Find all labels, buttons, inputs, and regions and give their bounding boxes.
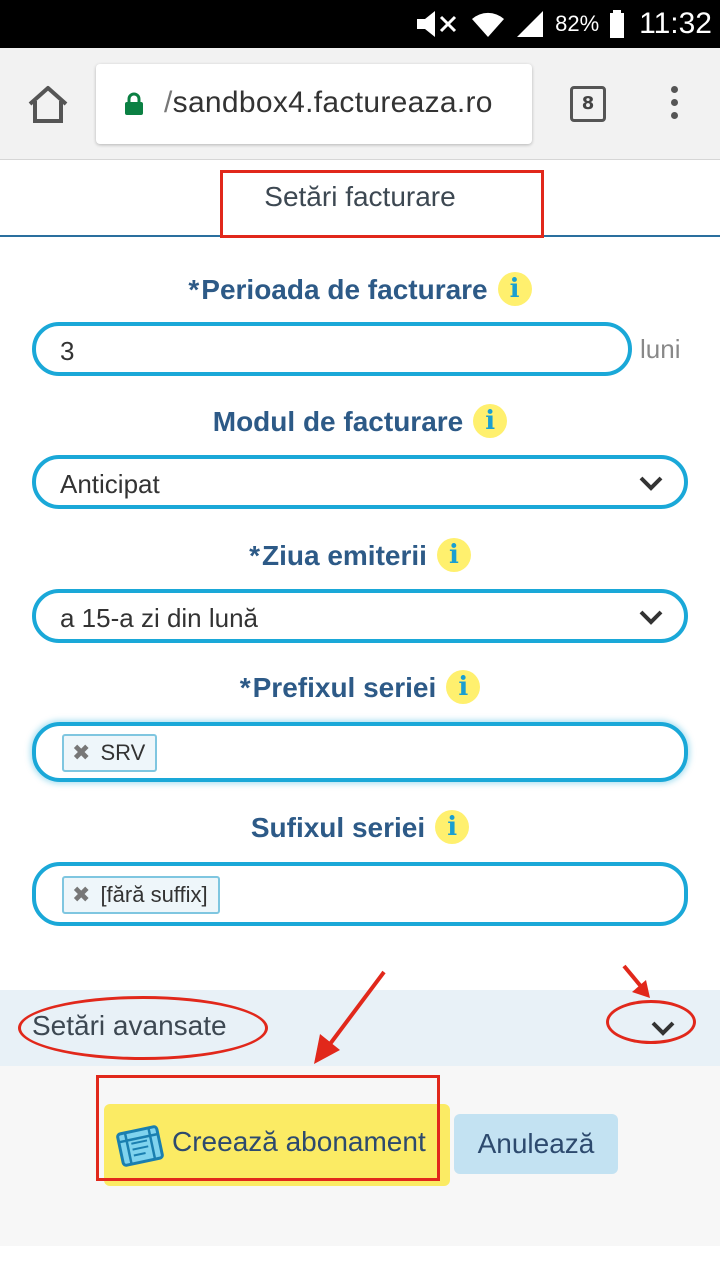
series-suffix-tag-input[interactable]	[32, 862, 688, 926]
status-bar	[0, 0, 720, 48]
billing-period-label	[0, 274, 720, 309]
series-prefix-label	[0, 672, 720, 707]
battery-percent: 82%	[555, 11, 600, 36]
chevron-down-icon	[638, 607, 664, 627]
required-asterisk: *	[249, 540, 260, 571]
advanced-highlight-ellipse	[18, 996, 268, 1060]
issue-day-label	[0, 540, 720, 575]
billing-mode-label	[0, 406, 720, 441]
remove-tag-icon[interactable]: ✖	[72, 740, 91, 765]
suffix-tag	[62, 876, 220, 914]
required-asterisk: *	[239, 672, 251, 703]
series-prefix-label-text: Prefixul seriei	[252, 672, 437, 703]
required-asterisk: *	[188, 274, 200, 305]
suffix-tag-label: [fără suffix]	[100, 882, 208, 907]
series-suffix-label-text: Sufixul seriei	[250, 812, 426, 843]
prefix-tag-label: SRV	[100, 740, 146, 765]
page-title: Setări facturare	[264, 181, 456, 212]
create-subscription-label: Creează abonament	[172, 1126, 426, 1157]
annotation-arrow-icon	[614, 958, 664, 1008]
chevron-down-icon	[638, 473, 664, 493]
info-icon[interactable]: i	[498, 272, 532, 306]
prefix-tag	[62, 734, 157, 772]
status-icons	[415, 0, 712, 48]
info-icon[interactable]: i	[473, 404, 507, 438]
create-highlight-box	[96, 1075, 440, 1181]
info-icon[interactable]: i	[437, 538, 471, 572]
billing-mode-select[interactable]	[32, 455, 688, 509]
billing-mode-value: Anticipat	[60, 469, 160, 499]
address-bar[interactable]	[96, 64, 532, 144]
overflow-menu-icon[interactable]	[664, 86, 684, 126]
annotation-arrow-icon	[300, 960, 400, 1070]
lock-icon	[124, 92, 144, 116]
info-icon[interactable]: i	[446, 670, 480, 704]
advanced-settings-label: Setări avansate	[32, 1010, 227, 1041]
info-icon[interactable]: i	[435, 810, 469, 844]
url-text	[164, 86, 493, 120]
url-slash: /	[164, 86, 173, 119]
battery-icon	[609, 9, 625, 39]
browser-toolbar	[0, 48, 720, 160]
series-suffix-label	[0, 812, 720, 847]
remove-tag-icon[interactable]: ✖	[72, 882, 91, 907]
cancel-button[interactable]: Anulează	[454, 1114, 618, 1174]
url-host: sandbox4.factureaza.ro	[172, 86, 493, 119]
tab-switcher-button[interactable]: 8	[570, 86, 606, 122]
mute-icon	[415, 9, 461, 39]
signal-icon	[515, 9, 545, 39]
issue-day-select[interactable]	[32, 589, 688, 643]
clock: 11:32	[639, 7, 712, 40]
billing-mode-label-text: Modul de facturare	[212, 406, 464, 437]
home-icon[interactable]	[26, 84, 70, 124]
billing-period-value: 3	[60, 336, 75, 366]
issue-day-label-text: Ziua emiterii	[261, 540, 427, 571]
issue-day-value: a 15-a zi din lună	[60, 603, 259, 633]
title-highlight-box	[220, 170, 544, 238]
billing-period-unit: luni	[640, 334, 681, 364]
series-prefix-tag-input[interactable]	[32, 722, 688, 782]
billing-period-input[interactable]	[32, 322, 632, 376]
wifi-icon	[471, 9, 505, 39]
billing-period-label-text: Perioada de facturare	[201, 274, 488, 305]
